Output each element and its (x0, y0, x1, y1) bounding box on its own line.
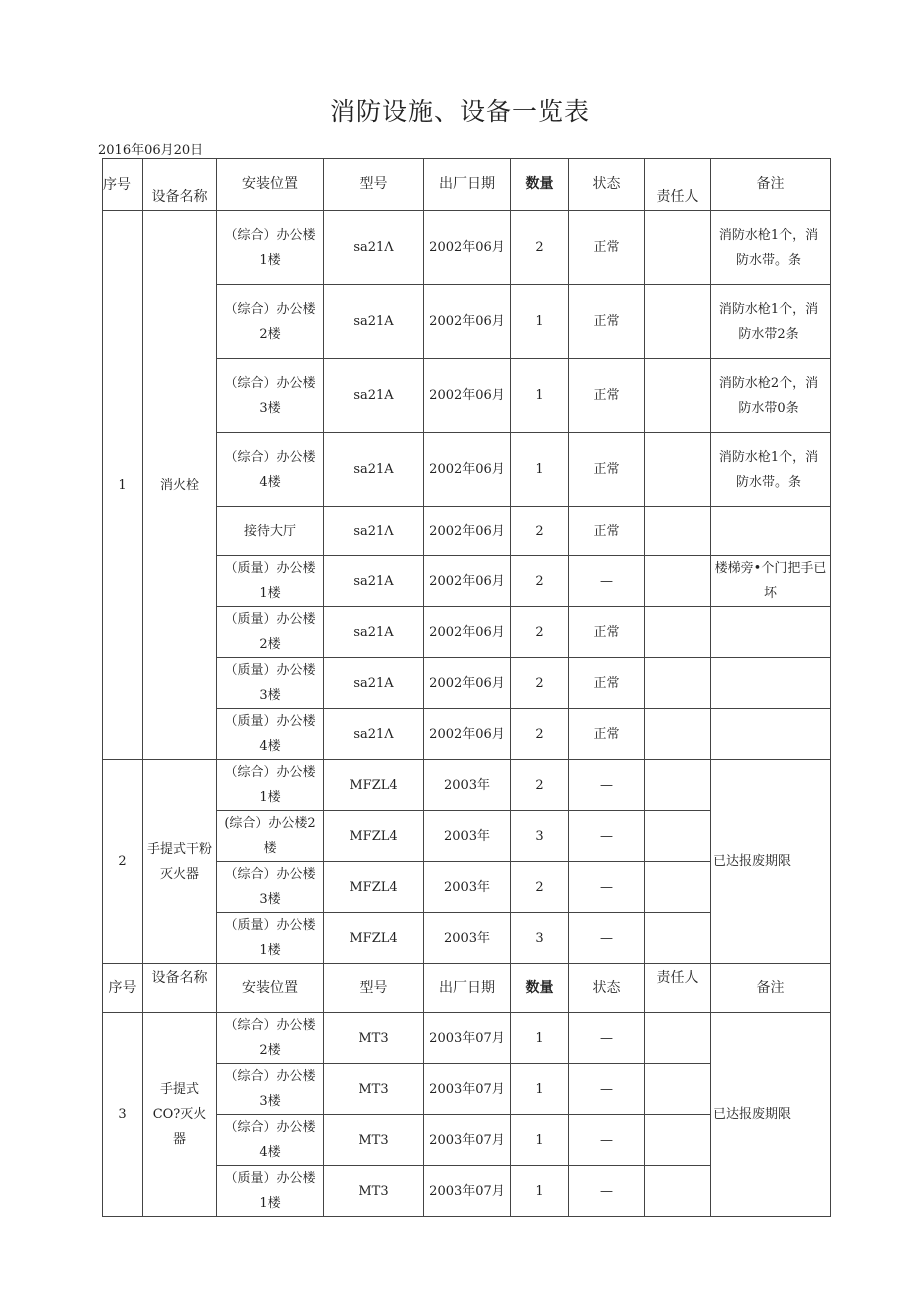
cell-mfg-date: 2002年06月 (424, 607, 511, 658)
group-remarks: 已达报废期限 (711, 760, 831, 964)
cell-owner (645, 211, 711, 285)
cell-model: sa21Λ (324, 709, 424, 760)
cell-qty: 2 (511, 862, 569, 913)
cell-owner (645, 607, 711, 658)
group-name: 消火栓 (143, 211, 217, 760)
cell-remarks: 消防水枪1个，消防水带。条 (711, 211, 831, 285)
cell-location: （质量）办公楼1楼 (217, 556, 324, 607)
header-seq: 序号 (103, 964, 143, 1013)
header-model: 型号 (324, 159, 424, 211)
header-location: 安装位置 (217, 964, 324, 1013)
header-seq: 序号 (103, 159, 143, 211)
cell-location: （综合）办公楼2楼 (217, 1013, 324, 1064)
cell-location: （质量）办公楼1楼 (217, 913, 324, 964)
cell-model: MFZL4 (324, 862, 424, 913)
cell-qty: 3 (511, 811, 569, 862)
cell-location: （质量）办公楼1楼 (217, 1166, 324, 1217)
cell-mfg-date: 2002年06月 (424, 658, 511, 709)
cell-owner (645, 811, 711, 862)
cell-model: MT3 (324, 1013, 424, 1064)
cell-owner (645, 658, 711, 709)
cell-qty: 2 (511, 507, 569, 556)
cell-model: MT3 (324, 1064, 424, 1115)
cell-location: （综合）办公楼3楼 (217, 359, 324, 433)
group-name: 手提式干粉灭火器 (143, 760, 217, 964)
cell-location: （质量）办公楼3楼 (217, 658, 324, 709)
cell-status: 正常 (569, 211, 645, 285)
cell-status: — (569, 1115, 645, 1166)
cell-model: sa21A (324, 285, 424, 359)
cell-mfg-date: 2002年06月 (424, 211, 511, 285)
cell-qty: 1 (511, 359, 569, 433)
cell-status: — (569, 1064, 645, 1115)
cell-owner (645, 507, 711, 556)
cell-mfg-date: 2002年06月 (424, 556, 511, 607)
cell-mfg-date: 2003年 (424, 760, 511, 811)
cell-mfg-date: 2003年 (424, 862, 511, 913)
cell-remarks: 消防水枪1个，消防水带。条 (711, 433, 831, 507)
cell-model: sa21Λ (324, 211, 424, 285)
cell-owner (645, 359, 711, 433)
header-status: 状态 (569, 964, 645, 1013)
group-seq: 1 (103, 211, 143, 760)
cell-owner (645, 1166, 711, 1217)
cell-model: MT3 (324, 1166, 424, 1217)
cell-status: 正常 (569, 607, 645, 658)
cell-status: 正常 (569, 507, 645, 556)
cell-location: （综合）办公楼1楼 (217, 211, 324, 285)
cell-model: sa21Λ (324, 507, 424, 556)
cell-qty: 2 (511, 607, 569, 658)
cell-status: — (569, 760, 645, 811)
cell-model: MFZL4 (324, 760, 424, 811)
cell-mfg-date: 2003年 (424, 811, 511, 862)
cell-owner (645, 913, 711, 964)
cell-qty: 1 (511, 433, 569, 507)
cell-owner (645, 862, 711, 913)
header-mfg-date: 出厂日期 (424, 964, 511, 1013)
cell-model: MT3 (324, 1115, 424, 1166)
group-remarks: 已达报废期限 (711, 1013, 831, 1217)
cell-location: （综合）办公楼3楼 (217, 1064, 324, 1115)
group-seq: 2 (103, 760, 143, 964)
cell-qty: 3 (511, 913, 569, 964)
cell-location: （综合）办公楼1楼 (217, 760, 324, 811)
header-qty: 数量 (511, 159, 569, 211)
cell-remarks: 消防水枪2个，消防水带0条 (711, 359, 831, 433)
table-row (103, 211, 831, 285)
cell-location: （综合）办公楼4楼 (217, 433, 324, 507)
header-name: 设备名称 (143, 159, 217, 211)
table-header-row-repeat (103, 964, 831, 1013)
cell-owner (645, 709, 711, 760)
header-qty: 数量 (511, 964, 569, 1013)
cell-status: 正常 (569, 359, 645, 433)
equipment-table (102, 158, 831, 1217)
cell-owner (645, 1064, 711, 1115)
cell-model: sa21A (324, 433, 424, 507)
table-header-row (103, 159, 831, 211)
cell-status: — (569, 862, 645, 913)
cell-model: sa21A (324, 607, 424, 658)
cell-qty: 2 (511, 760, 569, 811)
cell-location: 接待大厅 (217, 507, 324, 556)
header-owner: 责任人 (645, 159, 711, 211)
cell-owner (645, 1013, 711, 1064)
cell-mfg-date: 2002年06月 (424, 433, 511, 507)
header-status: 状态 (569, 159, 645, 211)
group-name: 手提式CO?灭火器 (143, 1013, 217, 1217)
cell-status: 正常 (569, 285, 645, 359)
cell-owner (645, 433, 711, 507)
cell-status: — (569, 556, 645, 607)
group-seq: 3 (103, 1013, 143, 1217)
cell-status: 正常 (569, 709, 645, 760)
header-mfg-date: 出厂日期 (424, 159, 511, 211)
cell-status: — (569, 1166, 645, 1217)
cell-model: sa21A (324, 359, 424, 433)
cell-qty: 1 (511, 1115, 569, 1166)
table-row (103, 760, 831, 811)
cell-remarks: 消防水枪1个，消防水带2条 (711, 285, 831, 359)
cell-location: （综合）办公楼2楼 (217, 285, 324, 359)
header-name: 设备名称 (143, 964, 217, 1013)
cell-model: sa21A (324, 556, 424, 607)
cell-owner (645, 760, 711, 811)
cell-remarks (711, 709, 831, 760)
table-row (103, 1013, 831, 1064)
cell-qty: 2 (511, 709, 569, 760)
cell-mfg-date: 2003年 (424, 913, 511, 964)
cell-qty: 1 (511, 1064, 569, 1115)
cell-mfg-date: 2002年06月 (424, 709, 511, 760)
cell-mfg-date: 2003年07月 (424, 1115, 511, 1166)
cell-model: MFZL4 (324, 811, 424, 862)
cell-remarks (711, 658, 831, 709)
page-title: 消防设施、设备一览表 (329, 97, 590, 126)
cell-qty: 2 (511, 556, 569, 607)
cell-owner (645, 285, 711, 359)
cell-status: 正常 (569, 658, 645, 709)
cell-mfg-date: 2002年06月 (424, 359, 511, 433)
cell-mfg-date: 2002年06月 (424, 285, 511, 359)
header-location: 安装位置 (217, 159, 324, 211)
header-remarks: 备注 (711, 964, 831, 1013)
cell-qty: 1 (511, 1013, 569, 1064)
cell-status: — (569, 1013, 645, 1064)
cell-owner (645, 1115, 711, 1166)
cell-model: sa21A (324, 658, 424, 709)
cell-mfg-date: 2003年07月 (424, 1013, 511, 1064)
cell-qty: 2 (511, 658, 569, 709)
cell-qty: 2 (511, 211, 569, 285)
cell-location: (综合）办公楼2楼 (217, 811, 324, 862)
cell-remarks (711, 507, 831, 556)
cell-mfg-date: 2003年07月 (424, 1166, 511, 1217)
header-remarks: 备注 (711, 159, 831, 211)
cell-location: （质量）办公楼2楼 (217, 607, 324, 658)
cell-status: — (569, 913, 645, 964)
cell-qty: 1 (511, 285, 569, 359)
cell-status: — (569, 811, 645, 862)
header-model: 型号 (324, 964, 424, 1013)
cell-location: （质量）办公楼4楼 (217, 709, 324, 760)
cell-remarks (711, 607, 831, 658)
cell-mfg-date: 2003年07月 (424, 1064, 511, 1115)
header-owner: 责任人 (645, 964, 711, 1013)
document-date: 2016年06月20日 (98, 143, 204, 158)
cell-qty: 1 (511, 1166, 569, 1217)
cell-location: （综合）办公楼4楼 (217, 1115, 324, 1166)
cell-location: （综合）办公楼3楼 (217, 862, 324, 913)
cell-status: 正常 (569, 433, 645, 507)
cell-mfg-date: 2002年06月 (424, 507, 511, 556)
cell-owner (645, 556, 711, 607)
cell-model: MFZL4 (324, 913, 424, 964)
cell-remarks: 楼梯旁•个门把手已坏 (711, 556, 831, 607)
